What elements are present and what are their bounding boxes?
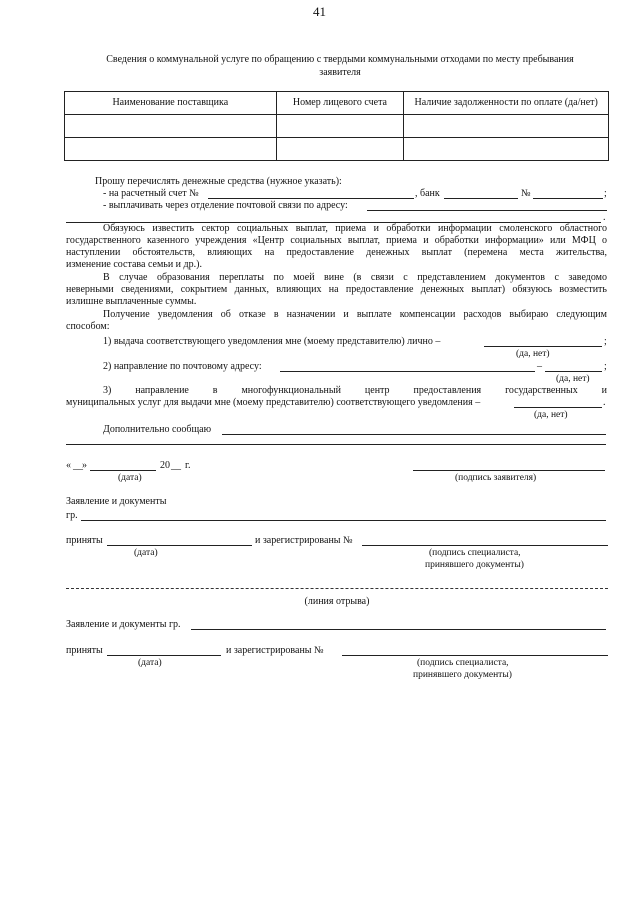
paragraph-line: Обязуюсь известить сектор социальных выплат, приема и обработки информации смоленского областного (103, 223, 607, 234)
paragraph-line: изменение состава семьи и др.). (66, 259, 202, 270)
punct-semicolon: ; (604, 361, 607, 372)
additional-info-label: Дополнительно сообщаю (103, 424, 212, 435)
header-debt: Наличие задолженности по оплате (да/нет) (404, 92, 609, 115)
punct-dot: . (603, 212, 606, 223)
account-number-field[interactable] (208, 198, 414, 199)
notice-option-1-field[interactable] (484, 346, 602, 347)
form-title-line-1: Сведения о коммунальной услуге по обращению с твердыми коммунальными отходами по месту пребывания (106, 54, 574, 65)
paragraph-line: излишне выплаченные суммы. (66, 296, 197, 307)
applicant-signature-caption: (подпись заявителя) (455, 473, 537, 483)
supplier-table (64, 91, 609, 161)
paragraph-line: способом: (66, 321, 110, 332)
table-cell[interactable] (276, 115, 404, 138)
punct-dash: – (537, 361, 542, 372)
specialist-caption-line-1: (подпись специалиста, (429, 548, 521, 558)
header-account-number: Номер лицевого счета (276, 92, 404, 115)
receipt-2-label: Заявление и документы гр. (66, 619, 181, 630)
yes-no-caption-1: (да, нет) (516, 349, 550, 359)
post-address-field[interactable] (367, 210, 607, 211)
receipt-gr-label: гр. (66, 510, 78, 521)
table-cell[interactable] (65, 115, 277, 138)
receipt-registered-label: и зарегистрированы № (255, 535, 353, 546)
table-row (65, 115, 609, 138)
account-label: - на расчетный счет № (103, 188, 199, 199)
additional-info-field-2[interactable] (66, 444, 606, 445)
receipt-2-registration-field[interactable] (342, 655, 608, 656)
date-month-field[interactable] (90, 470, 156, 471)
bank-name-field[interactable] (444, 198, 518, 199)
receipt-2-applicant-name-field[interactable] (191, 629, 606, 630)
notice-option-2-address-field[interactable] (280, 371, 535, 372)
notice-option-3-line-2: муниципальных услуг для выдачи мне (моему представителю) соответствующего уведомления – (66, 397, 481, 408)
bank-no-label: № (521, 188, 531, 199)
date-close-quote: » (82, 460, 87, 471)
bank-label: , банк (415, 188, 440, 199)
paragraph-line: государственного казенного учреждения «Центр социальных выплат, приема и обработки информации» или МФЦ о (66, 235, 607, 246)
receipt-applicant-name-field[interactable] (81, 520, 606, 521)
table-cell[interactable] (276, 138, 404, 161)
punct-semicolon: ; (604, 336, 607, 347)
receipt-registration-field[interactable] (362, 545, 608, 546)
tear-line-caption: (линия отрыва) (304, 596, 370, 607)
post-address-label: - выплачивать через отделение почтовой связи по адресу: (103, 200, 348, 211)
date-year-field[interactable]: __ (171, 460, 181, 471)
tear-line (66, 588, 608, 589)
table-cell[interactable] (404, 138, 609, 161)
punct-semicolon: ; (604, 188, 607, 199)
specialist-caption-line-2: принявшего документы) (425, 560, 524, 570)
additional-info-field[interactable] (222, 434, 606, 435)
notice-option-1: 1) выдача соответствующего уведомления мне (моему представителю) лично – (103, 336, 441, 347)
punct-dot: . (603, 397, 606, 408)
receipt-2-specialist-caption-line-1: (подпись специалиста, (417, 658, 509, 668)
date-open-quote: « (66, 460, 71, 471)
paragraph-line: неверными сведениями, сокрытием данных, влияющих на предоставление денежных выплат) обязуюсь возместить (66, 284, 607, 295)
receipt-2-registered-label: и зарегистрированы № (226, 645, 324, 656)
paragraph-line: 3) направление в многофункциональный центр предоставления государственных и (103, 385, 607, 396)
receipt-2-date-field[interactable] (107, 655, 221, 656)
date-year-suffix: г. (185, 460, 191, 471)
date-day-field[interactable]: __ (73, 460, 83, 471)
receipt-2-date-caption: (дата) (138, 658, 162, 668)
notice-option-3 (66, 385, 607, 397)
header-supplier-name: Наименование поставщика (65, 92, 277, 115)
notice-option-3-field[interactable] (514, 407, 602, 408)
table-row (65, 138, 609, 161)
form-title-line-2: заявителя (319, 67, 361, 78)
notice-option-2-field[interactable] (545, 371, 602, 372)
bank-number-field[interactable] (533, 198, 603, 199)
yes-no-caption-3: (да, нет) (534, 410, 568, 420)
table-header-row (65, 92, 609, 115)
receipt-2-accepted-label: приняты (66, 645, 103, 656)
obligation-paragraph-2 (66, 272, 607, 308)
obligation-paragraph-1 (66, 223, 607, 271)
notice-intro (66, 309, 607, 333)
paragraph-line: В случае образования переплаты по моей вине (в связи с представлением документов с заведомо (103, 272, 607, 283)
yes-no-caption-2: (да, нет) (556, 374, 590, 384)
page-number: 41 (313, 4, 326, 19)
applicant-signature-field[interactable] (413, 470, 605, 471)
transfer-intro: Прошу перечислять денежные средства (нужное указать): (95, 176, 342, 187)
receipt-date-caption: (дата) (134, 548, 158, 558)
date-century: 20 (160, 460, 170, 471)
table-cell[interactable] (65, 138, 277, 161)
receipt-label: Заявление и документы (66, 496, 167, 507)
receipt-accepted-label: приняты (66, 535, 103, 546)
paragraph-line: наступлении обстоятельств, влияющих на предоставление денежных выплат (перемена места жительства, (66, 247, 607, 258)
table-cell[interactable] (404, 115, 609, 138)
notice-option-2: 2) направление по почтовому адресу: (103, 361, 262, 372)
receipt-date-field[interactable] (107, 545, 252, 546)
paragraph-line: Получение уведомления об отказе в назначении и выплате компенсации расходов выбираю следующим (103, 309, 607, 320)
date-caption: (дата) (118, 473, 142, 483)
receipt-2-specialist-caption-line-2: принявшего документы) (413, 670, 512, 680)
